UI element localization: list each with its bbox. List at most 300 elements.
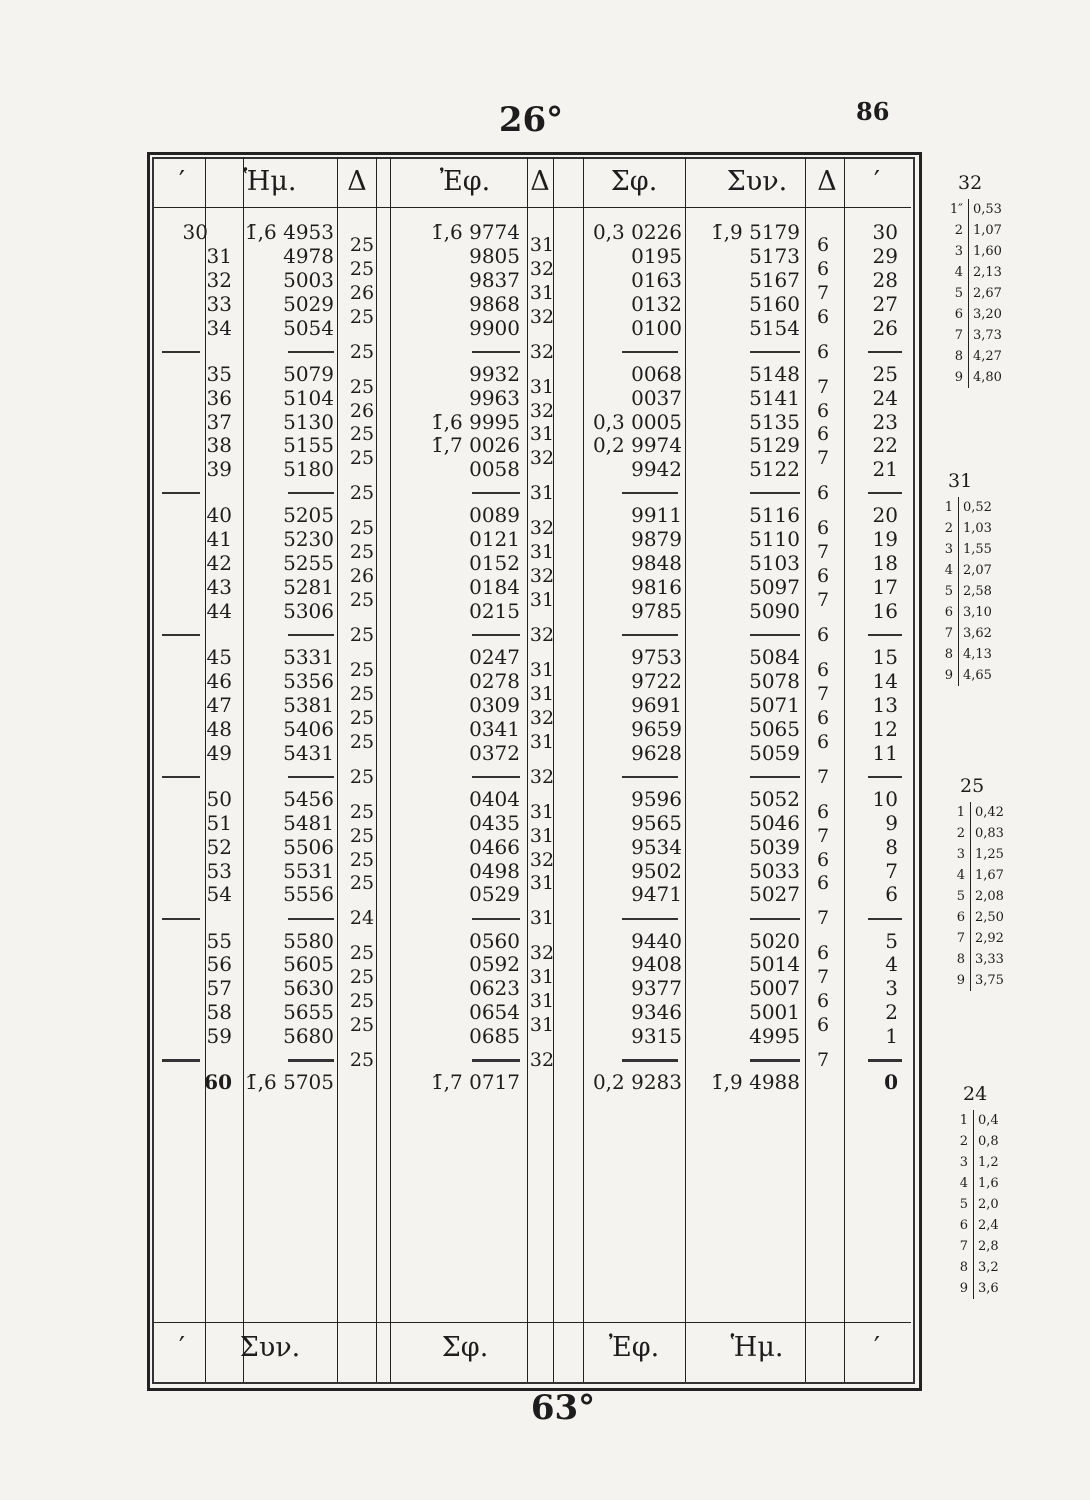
log-sine-value: 5180 [283, 457, 334, 482]
log-cosine-value: 5046 [749, 810, 800, 835]
delta-tangent: 32 [529, 305, 555, 328]
minute-left: 43 [206, 575, 232, 600]
header-rule [154, 207, 911, 208]
delta-sine: 25 [349, 340, 375, 363]
minute-left: 56 [206, 952, 232, 977]
pp-value: 2,50 [975, 910, 1004, 925]
column-rule [527, 157, 528, 1382]
minute-left: 59 [206, 1024, 232, 1049]
log-cotangent-value: 9722 [631, 669, 682, 693]
delta-cosine: 6 [816, 800, 830, 823]
log-cotangent-value: 9691 [631, 692, 682, 717]
log-cotangent-value: 9565 [631, 810, 682, 835]
column-header-bottom: Ἡμ. [730, 1332, 784, 1363]
delta-tangent: 31 [529, 589, 555, 612]
minute-right: 3 [885, 976, 898, 1001]
group-separator [622, 634, 678, 636]
delta-sine: 24 [349, 907, 375, 930]
group-separator [622, 492, 678, 494]
log-cotangent-value: 0,2 9283 [592, 1070, 682, 1095]
column-header-bottom: Ἐφ. [608, 1332, 660, 1363]
delta-sine: 25 [349, 1014, 375, 1037]
minute-right: 19 [872, 527, 898, 552]
delta-cosine: 6 [816, 624, 830, 647]
group-separator [868, 351, 902, 353]
log-cotangent-value: 9471 [631, 882, 682, 907]
delta-cosine: 6 [816, 399, 830, 422]
delta-sine: 25 [349, 541, 375, 564]
minute-left: 34 [206, 315, 232, 340]
log-cotangent-value: 9942 [631, 457, 682, 482]
pp-value: 2,0 [978, 1197, 999, 1212]
pp-value: 3,10 [963, 605, 992, 620]
group-separator [622, 918, 678, 920]
delta-tangent: 31 [529, 281, 555, 304]
delta-cosine: 7 [816, 447, 830, 470]
pp-seconds: 9 [954, 370, 963, 385]
log-cosine-value: 5007 [749, 976, 800, 1001]
log-cosine-value: 5052 [749, 786, 800, 811]
minute-right: 30 [872, 220, 898, 244]
delta-cosine: 6 [816, 517, 830, 540]
log-cosine-value: 5020 [749, 928, 800, 953]
log-cosine-value: 5148 [749, 361, 800, 386]
log-sine-value: 5205 [283, 503, 334, 528]
minute-right: 21 [872, 457, 898, 482]
delta-tangent: 31 [529, 482, 555, 505]
log-tangent-value: 0089 [469, 503, 520, 528]
delta-tangent: 31 [529, 907, 555, 930]
pp-seconds: 1 [956, 805, 965, 820]
log-sine-value: 5003 [283, 267, 334, 292]
column-rule [337, 157, 338, 1382]
pp-seconds: 1 [959, 1113, 968, 1128]
minute-left: 36 [206, 385, 232, 410]
pp-value: 1,67 [975, 868, 1004, 883]
minute-right: 14 [872, 669, 898, 693]
log-tangent-value: 0309 [469, 692, 520, 717]
minute-right: 11 [872, 740, 898, 765]
log-sine-value: 5054 [283, 315, 334, 340]
log-cotangent-value: 0132 [631, 291, 682, 316]
minute-right: 28 [872, 267, 898, 292]
pp-seconds: 6 [944, 605, 953, 620]
delta-cosine: 7 [816, 682, 830, 705]
group-separator [288, 918, 334, 920]
delta-tangent: 32 [529, 447, 555, 470]
minute-left: 46 [206, 669, 232, 693]
pp-value: 3,75 [975, 973, 1004, 988]
pp-value: 0,42 [975, 805, 1004, 820]
log-tangent-value: 0215 [469, 599, 520, 623]
minute-left: 47 [206, 692, 232, 717]
log-cosine-value: 5090 [749, 599, 800, 623]
delta-sine: 25 [349, 423, 375, 446]
minute-right: 27 [872, 291, 898, 316]
delta-tangent: 31 [529, 990, 555, 1013]
column-rule [376, 157, 377, 1382]
log-cosine-value: 5039 [749, 834, 800, 859]
pp-value: 2,92 [975, 931, 1004, 946]
log-cotangent-value: 9346 [631, 1000, 682, 1025]
delta-tangent: 32 [529, 340, 555, 363]
log-cotangent-value: 0,3 0226 [592, 220, 682, 244]
log-cotangent-value: 9408 [631, 952, 682, 977]
log-cosine-value: 4995 [749, 1024, 800, 1049]
minute-left: 49 [206, 740, 232, 765]
group-separator [472, 492, 520, 494]
log-cotangent-value: 9596 [631, 786, 682, 811]
delta-cosine: 7 [816, 589, 830, 612]
log-tangent-value: 9837 [469, 267, 520, 292]
minute-left: 57 [206, 976, 232, 1001]
log-cosine-value: 5059 [749, 740, 800, 765]
bottom-degree-heading: 63° [530, 1388, 596, 1428]
log-sine-value: 5104 [283, 385, 334, 410]
pp-value: 0,52 [963, 500, 992, 515]
delta-sine: 25 [349, 682, 375, 705]
minute-right: 26 [872, 315, 898, 340]
minute-right: 24 [872, 385, 898, 410]
group-separator [288, 492, 334, 494]
delta-tangent: 32 [529, 848, 555, 871]
log-cosine-value: 5129 [749, 433, 800, 458]
delta-tangent: 32 [529, 1049, 555, 1072]
log-sine-value: 5281 [283, 575, 334, 600]
delta-cosine: 7 [816, 966, 830, 989]
pp-seconds: 3 [954, 244, 963, 259]
log-tangent-value: 0654 [469, 1000, 520, 1025]
log-sine-value: 5406 [283, 716, 334, 741]
pp-seconds: 4 [956, 868, 965, 883]
group-separator [472, 1059, 520, 1062]
log-tangent-value: 0184 [469, 575, 520, 600]
log-cotangent-value: 9502 [631, 858, 682, 883]
log-tangent-value: 0152 [469, 551, 520, 576]
pp-value: 2,8 [978, 1239, 999, 1254]
minute-left: 52 [206, 834, 232, 859]
log-cosine-value: 1̄,9 4988 [710, 1070, 800, 1095]
minute-left: 51 [206, 810, 232, 835]
pp-value: 3,62 [963, 626, 992, 641]
pp-seconds: 8 [944, 647, 953, 662]
group-separator [750, 634, 800, 636]
log-sine-value: 5580 [283, 928, 334, 953]
delta-tangent: 31 [529, 966, 555, 989]
pp-header: 32 [958, 172, 983, 194]
pp-seconds: 7 [954, 328, 963, 343]
pp-value: 1,2 [978, 1155, 999, 1170]
delta-sine: 25 [349, 447, 375, 470]
log-sine-value: 5255 [283, 551, 334, 576]
minute-left: 37 [206, 409, 232, 434]
pp-value: 2,67 [973, 286, 1002, 301]
delta-cosine: 7 [816, 907, 830, 930]
log-cotangent-value: 9440 [631, 928, 682, 953]
log-tangent-value: 0058 [469, 457, 520, 482]
log-cotangent-value: 0163 [631, 267, 682, 292]
pp-seconds: 6 [956, 910, 965, 925]
pp-seconds: 5 [944, 584, 953, 599]
delta-tangent: 32 [529, 706, 555, 729]
footer-rule [154, 1322, 911, 1323]
log-cosine-value: 5116 [749, 503, 800, 528]
pp-seconds: 2 [944, 521, 953, 536]
minute-right: 22 [872, 433, 898, 458]
log-cosine-value: 5078 [749, 669, 800, 693]
group-separator [750, 1059, 800, 1062]
minute-left: 50 [206, 786, 232, 811]
log-sine-value: 5356 [283, 669, 334, 693]
delta-cosine: 6 [816, 340, 830, 363]
column-rule [805, 157, 806, 1382]
delta-sine: 25 [349, 305, 375, 328]
pp-seconds: 8 [959, 1260, 968, 1275]
delta-sine: 25 [349, 800, 375, 823]
delta-cosine: 6 [816, 706, 830, 729]
minute-right: 18 [872, 551, 898, 576]
group-separator [162, 1059, 200, 1062]
log-cotangent-value: 9785 [631, 599, 682, 623]
column-header-top: Δ [817, 166, 837, 197]
delta-tangent: 32 [529, 765, 555, 788]
pp-value: 2,07 [963, 563, 992, 578]
minute-right: 1 [885, 1024, 898, 1049]
column-header-bottom: ′ [873, 1332, 881, 1363]
group-separator [868, 492, 902, 494]
log-cotangent-value: 9315 [631, 1024, 682, 1049]
log-cotangent-value: 9848 [631, 551, 682, 576]
log-cotangent-value: 9911 [631, 503, 682, 528]
log-cotangent-value: 9628 [631, 740, 682, 765]
log-sine-value: 5306 [283, 599, 334, 623]
pp-value: 4,27 [973, 349, 1002, 364]
group-separator [162, 776, 200, 778]
log-tangent-value: 9805 [469, 243, 520, 268]
delta-sine: 25 [349, 1049, 375, 1072]
group-separator [750, 351, 800, 353]
log-sine-value: 5531 [283, 858, 334, 883]
minute-right: 8 [885, 834, 898, 859]
group-separator [750, 918, 800, 920]
group-separator [162, 634, 200, 636]
delta-tangent: 32 [529, 257, 555, 280]
delta-cosine: 6 [816, 305, 830, 328]
delta-sine: 26 [349, 565, 375, 588]
log-sine-value: 5130 [283, 409, 334, 434]
pp-value: 4,80 [973, 370, 1002, 385]
log-cotangent-value: 9534 [631, 834, 682, 859]
log-cosine-value: 5001 [749, 1000, 800, 1025]
log-tangent-value: 0404 [469, 786, 520, 811]
log-tangent-value: 0529 [469, 882, 520, 907]
pp-value: 3,6 [978, 1281, 999, 1296]
pp-divider [973, 1110, 974, 1299]
group-separator [750, 776, 800, 778]
minute-right: 5 [885, 928, 898, 953]
log-tangent-value: 0498 [469, 858, 520, 883]
log-sine-value: 5630 [283, 976, 334, 1001]
log-tangent-value: 0247 [469, 645, 520, 670]
delta-tangent: 32 [529, 624, 555, 647]
delta-tangent: 31 [529, 659, 555, 682]
column-rule [205, 157, 206, 1382]
delta-cosine: 6 [816, 233, 830, 256]
minute-left: 41 [206, 527, 232, 552]
minute-right: 10 [872, 786, 898, 811]
column-rule [685, 157, 686, 1382]
delta-sine: 25 [349, 824, 375, 847]
pp-value: 3,2 [978, 1260, 999, 1275]
delta-cosine: 7 [816, 281, 830, 304]
delta-cosine: 6 [816, 872, 830, 895]
delta-sine: 25 [349, 942, 375, 965]
pp-value: 0,4 [978, 1113, 999, 1128]
log-tangent-value: 0560 [469, 928, 520, 953]
pp-value: 0,53 [973, 202, 1002, 217]
log-cotangent-value: 0100 [631, 315, 682, 340]
delta-sine: 25 [349, 872, 375, 895]
minute-right: 15 [872, 645, 898, 670]
minute-left: 40 [206, 503, 232, 528]
log-cotangent-value: 0195 [631, 243, 682, 268]
log-sine-value: 1̄,6 4953 [244, 220, 334, 244]
pp-seconds: 2 [956, 826, 965, 841]
log-cotangent-value: 9816 [631, 575, 682, 600]
log-tangent-value: 0372 [469, 740, 520, 765]
delta-sine: 26 [349, 281, 375, 304]
minute-right: 4 [885, 952, 898, 977]
log-tangent-value: 0466 [469, 834, 520, 859]
group-separator [288, 776, 334, 778]
log-tangent-value: 1̄,7 0026 [430, 433, 520, 458]
log-tangent-value: 9932 [469, 361, 520, 386]
minute-left: 60 [204, 1070, 232, 1095]
minute-left: 48 [206, 716, 232, 741]
pp-seconds: 1″ [949, 202, 963, 217]
minute-right: 7 [885, 858, 898, 883]
log-tangent-value: 0341 [469, 716, 520, 741]
delta-cosine: 7 [816, 375, 830, 398]
pp-value: 2,4 [978, 1218, 999, 1233]
column-header-top: ′ [873, 166, 881, 197]
log-cosine-value: 5014 [749, 952, 800, 977]
log-tangent-value: 9963 [469, 385, 520, 410]
log-tangent-value: 0435 [469, 810, 520, 835]
log-cotangent-value: 0037 [631, 385, 682, 410]
delta-tangent: 31 [529, 541, 555, 564]
column-header-top: Δ [347, 166, 367, 197]
log-sine-value: 5431 [283, 740, 334, 765]
minute-left: 55 [206, 928, 232, 953]
pp-value: 1,07 [973, 223, 1002, 238]
log-sine-value: 5230 [283, 527, 334, 552]
delta-sine: 25 [349, 730, 375, 753]
log-sine-value: 5456 [283, 786, 334, 811]
delta-cosine: 7 [816, 541, 830, 564]
delta-sine: 25 [349, 624, 375, 647]
column-rule [390, 157, 391, 1382]
minute-left: 42 [206, 551, 232, 576]
pp-header: 31 [948, 470, 973, 492]
group-separator [868, 776, 902, 778]
minute-left: 54 [206, 882, 232, 907]
pp-seconds: 6 [954, 307, 963, 322]
delta-tangent: 32 [529, 517, 555, 540]
delta-sine: 25 [349, 966, 375, 989]
group-separator [622, 1059, 678, 1062]
delta-tangent: 32 [529, 942, 555, 965]
group-separator [472, 634, 520, 636]
minute-right: 25 [872, 361, 898, 386]
minute-left: 44 [206, 599, 232, 623]
minute-right: 13 [872, 692, 898, 717]
pp-value: 2,13 [973, 265, 1002, 280]
minute-left: 32 [206, 267, 232, 292]
pp-seconds: 9 [944, 668, 953, 683]
minute-left: 45 [206, 645, 232, 670]
delta-tangent: 31 [529, 1014, 555, 1037]
delta-tangent: 31 [529, 423, 555, 446]
column-rule [583, 157, 584, 1382]
log-cotangent-value: 0068 [631, 361, 682, 386]
group-separator [868, 1059, 902, 1062]
group-separator [472, 351, 520, 353]
delta-tangent: 31 [529, 872, 555, 895]
log-tangent-value: 0278 [469, 669, 520, 693]
delta-sine: 25 [349, 706, 375, 729]
log-tangent-value: 1̄,6 9774 [430, 220, 520, 244]
pp-seconds: 5 [959, 1197, 968, 1212]
log-sine-value: 5506 [283, 834, 334, 859]
delta-tangent: 31 [529, 800, 555, 823]
log-cotangent-value: 0,3 0005 [592, 409, 682, 434]
pp-seconds: 5 [956, 889, 965, 904]
delta-tangent: 32 [529, 565, 555, 588]
delta-sine: 25 [349, 482, 375, 505]
log-sine-value: 5079 [283, 361, 334, 386]
delta-tangent: 31 [529, 824, 555, 847]
pp-seconds: 3 [956, 847, 965, 862]
pp-divider [970, 802, 971, 991]
delta-tangent: 31 [529, 233, 555, 256]
minute-right: 17 [872, 575, 898, 600]
log-cosine-value: 5103 [749, 551, 800, 576]
pp-seconds: 5 [954, 286, 963, 301]
log-tangent-value: 9900 [469, 315, 520, 340]
pp-value: 3,20 [973, 307, 1002, 322]
group-separator [868, 634, 902, 636]
top-degree-heading: 26° [498, 100, 564, 140]
minute-right: 12 [872, 716, 898, 741]
column-rule [243, 157, 244, 1382]
pp-value: 2,58 [963, 584, 992, 599]
minute-right: 0 [884, 1070, 898, 1095]
group-separator [162, 492, 200, 494]
log-cosine-value: 5071 [749, 692, 800, 717]
pp-seconds: 2 [954, 223, 963, 238]
log-tangent-value: 0685 [469, 1024, 520, 1049]
log-tangent-value: 0623 [469, 976, 520, 1001]
log-cosine-value: 5027 [749, 882, 800, 907]
delta-sine: 25 [349, 233, 375, 256]
pp-value: 1,03 [963, 521, 992, 536]
pp-seconds: 2 [959, 1134, 968, 1149]
column-rule [844, 157, 845, 1382]
pp-value: 4,13 [963, 647, 992, 662]
pp-seconds: 3 [959, 1155, 968, 1170]
log-tangent-value: 1̄,7 0717 [430, 1070, 520, 1095]
